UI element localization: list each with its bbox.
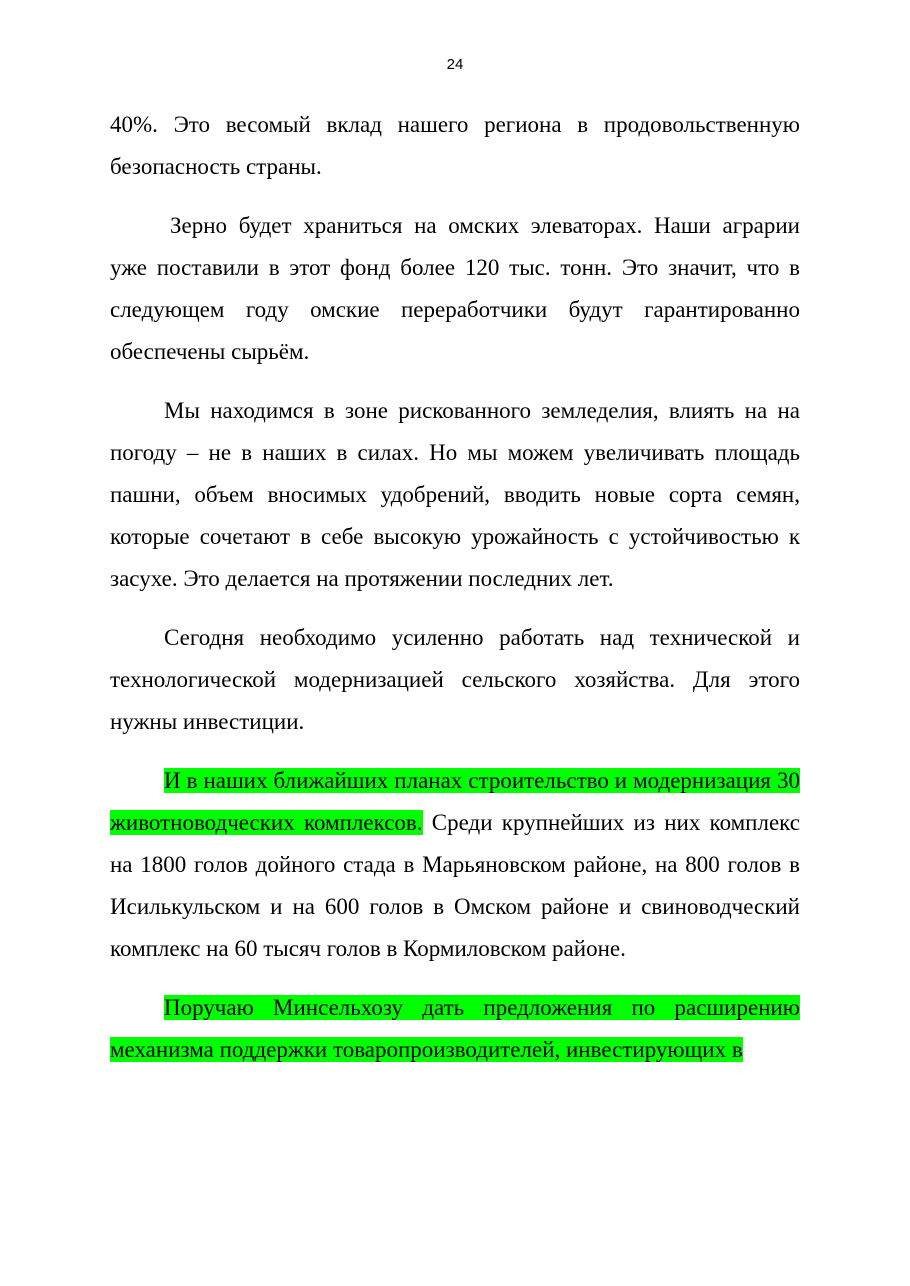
paragraph-4: Сегодня необходимо усиленно работать над технической и технологической модернизацией сельского хозяйства. Для этого нужны инвестиции.	[110, 625, 800, 734]
paragraph-3: Мы находимся в зоне рискованного земледелия, влиять на на погоду – не в наших в силах. Но мы можем увеличивать площадь пашни, объем вносимых удобрений, вводить новые сорта семян, которые сочетают в себе высокую урожайность с устойчивостью к засухе. Это делается на протяжении последних лет.	[110, 398, 800, 591]
paragraph-1: 40%. Это весомый вклад нашего региона в продовольственную безопасность страны.	[110, 112, 800, 179]
page-number: 24	[446, 56, 464, 73]
paragraph-text: Среди крупнейших из них комплекс на 1800 голов дойного стада в Марьяновском районе, на 800 голов в Исилькульском и на 600 голов в Омском районе и свиноводческий комплекс на 60 тысяч голов в Кормиловском районе.	[110, 810, 800, 961]
highlighted-text: И в наших ближайших планах строительство и модернизация 30 животноводческих комплексов.	[110, 768, 800, 835]
paragraph-6	[110, 987, 800, 1071]
paragraph-2: Зерно будет храниться на омских элеваторах. Наши аграрии уже поставили в этот фонд более 120 тыс. тонн. Это значит, что в следующем году омские переработчики будут гарантированно обеспечены сырьём.	[110, 213, 800, 364]
paragraph-5	[110, 760, 800, 970]
document-body	[110, 104, 800, 1088]
highlighted-text: Поручаю Минсельхозу дать предложения по расширению механизма поддержки товаропроизводителей, инвестирующих в	[110, 995, 800, 1062]
